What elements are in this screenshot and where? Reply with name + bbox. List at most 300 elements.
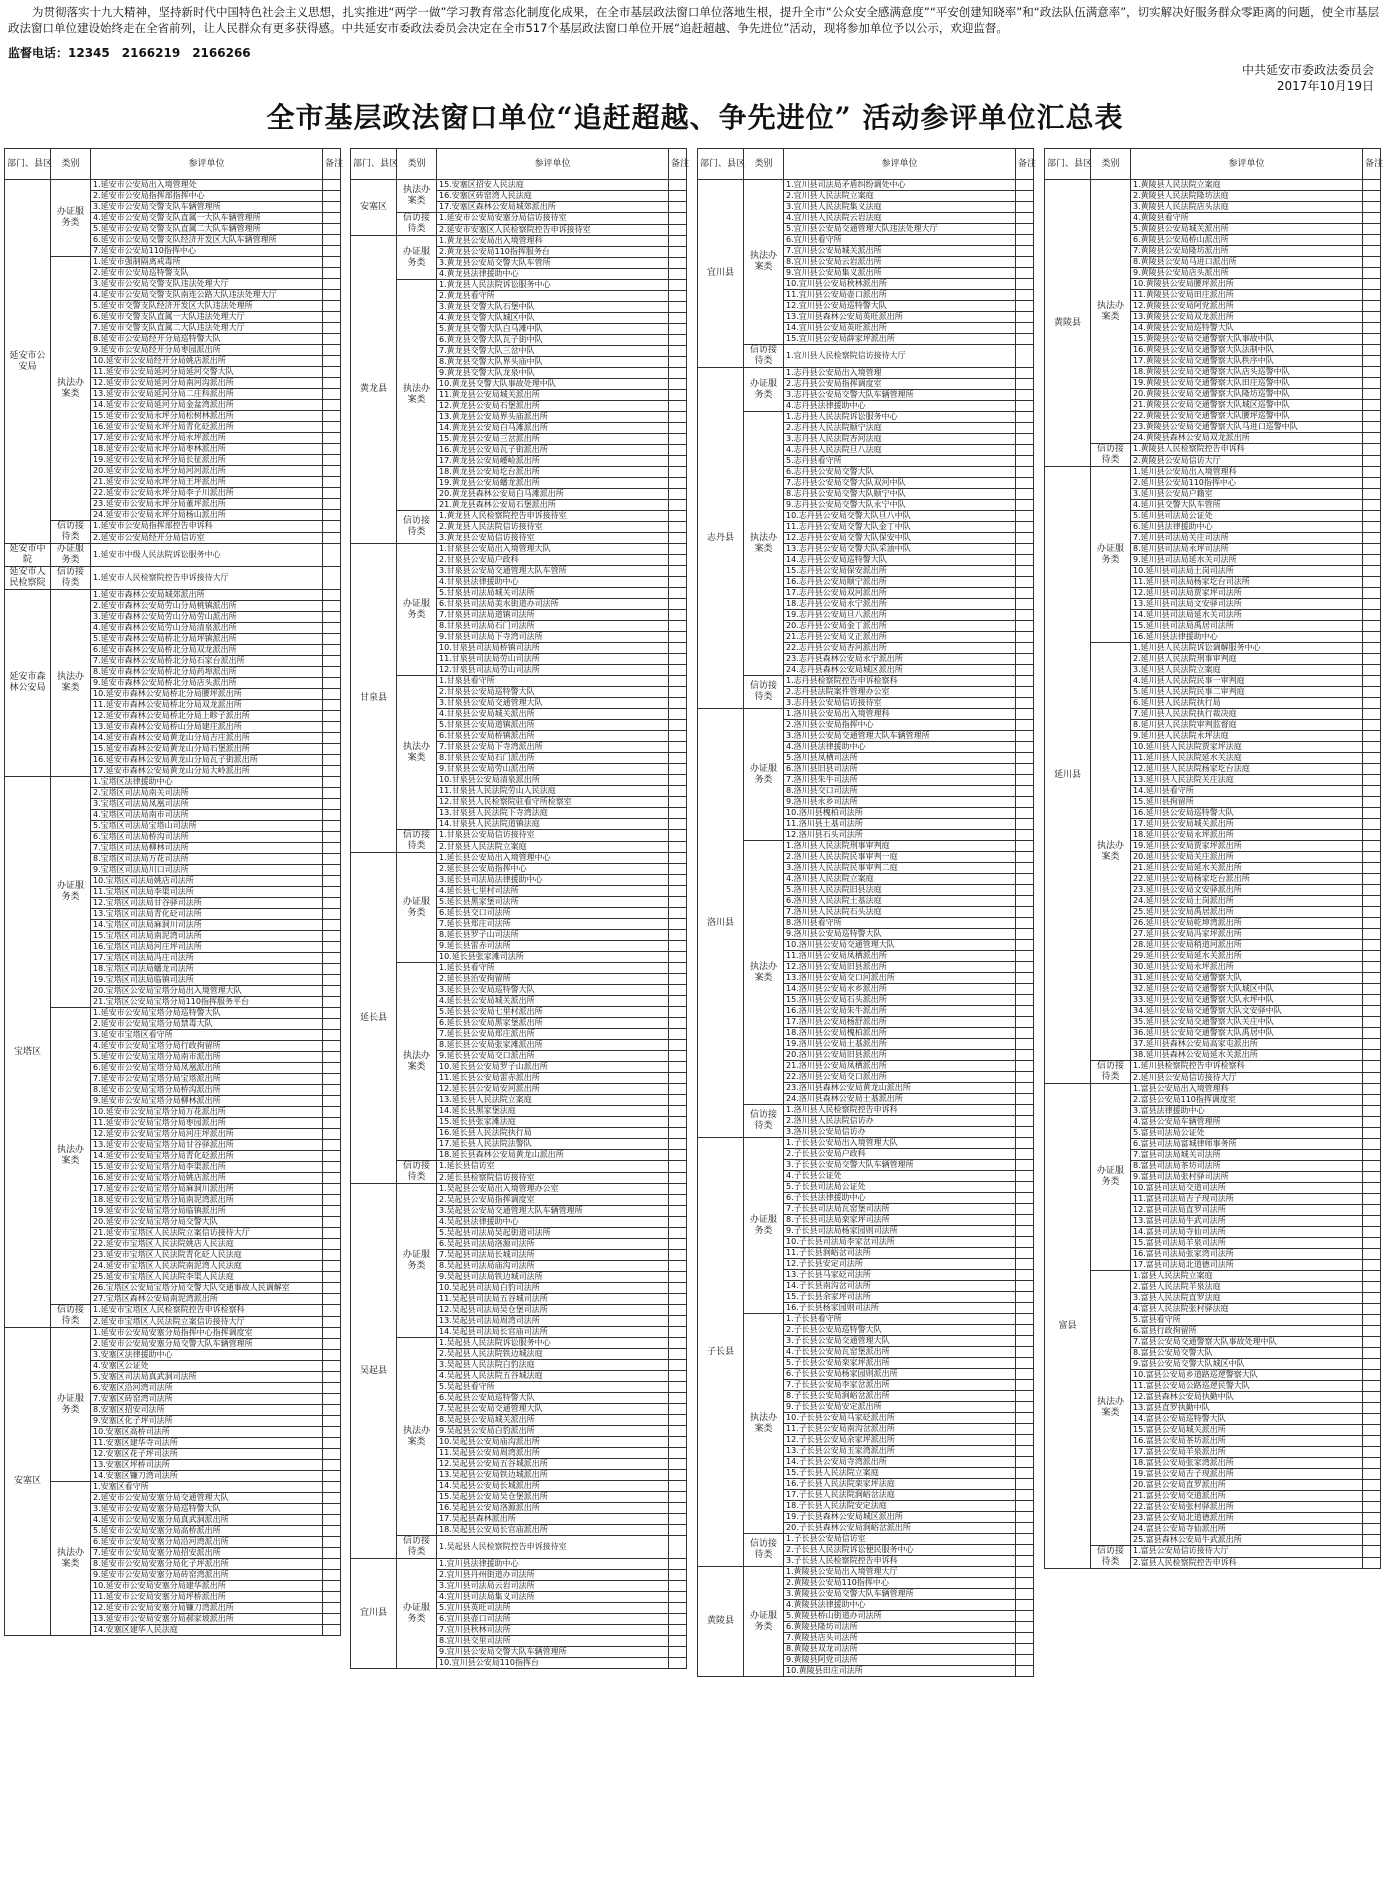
note-cell: [323, 634, 341, 645]
note-cell: [1363, 764, 1381, 775]
intro-paragraph: 为贯彻落实十九大精神，坚持新时代中国特色社会主义思想，扎实推进“两学一做”学习教育常态化制度化成果，在全市基层政法窗口单位落地生根，提升全市“公众安全感满意度”“平安创建知晓率”和“政法队伍满意率”，切实解决好服务群众零距离的问题，使全市基层政法窗口单位建设始终走在全省前列，让人民群众有更多获得感。中共延安市委政法委员会决定在全市517个基层政法窗口单位开展“追赶超越、争先进位”活动，现将参加单位予以公示，欢迎监督。: [8, 5, 1380, 35]
unit-cell: 20.延川县公安局关庄派出所: [1131, 852, 1363, 863]
note-cell: [323, 733, 341, 744]
unit-cell: 3.宜川县人民法院集义法庭: [784, 202, 1016, 213]
unit-cell: 13.延长县人民法院立案庭: [437, 1095, 669, 1106]
category-cell: 信访接待类: [51, 567, 91, 590]
unit-cell: 6.延长县公安局黑家堡派出所: [437, 1018, 669, 1029]
table-row: [351, 511, 687, 522]
dept-cell: 甘泉县: [351, 544, 397, 853]
note-cell: [323, 788, 341, 799]
note-cell: [1363, 1006, 1381, 1017]
note-cell: [323, 1438, 341, 1449]
header-dept: 部门、县区: [1045, 149, 1091, 180]
note-cell: [323, 1272, 341, 1283]
table-row: [5, 1008, 341, 1019]
note-cell: [1363, 577, 1381, 588]
unit-cell: 22.延安市公安局永坪分局李子川派出所: [91, 488, 323, 499]
note-cell: [1363, 951, 1381, 962]
unit-cell: 13.宜川县森林公安局英旺派出所: [784, 312, 1016, 323]
note-cell: [1363, 345, 1381, 356]
category-cell: 执法办案类: [397, 676, 437, 830]
note-cell: [1016, 951, 1034, 962]
note-cell: [1363, 1128, 1381, 1139]
note-cell: [669, 1228, 687, 1239]
unit-cell: 8.黄陵县公安局马进口派出所: [1131, 257, 1363, 268]
note-cell: [1363, 687, 1381, 698]
note-cell: [1016, 1270, 1034, 1281]
note-cell: [323, 1140, 341, 1151]
unit-cell: 4.延长县七里村司法所: [437, 886, 669, 897]
unit-cell: 16.延长县人民法院执行局: [437, 1128, 669, 1139]
unit-cell: 9.富县公安局交警大队城区中队: [1131, 1359, 1363, 1370]
unit-cell: 2.延长县公安局指挥中心: [437, 864, 669, 875]
unit-cell: 23.黄陵县公安局交通警察大队马进口巡警中队: [1131, 422, 1363, 433]
note-cell: [1016, 246, 1034, 257]
unit-cell: 10.黄龙县交警大队事故处理中队: [437, 379, 669, 390]
note-cell: [1363, 720, 1381, 731]
note-cell: [323, 1460, 341, 1471]
unit-cell: 16.延川县法律援助中心: [1131, 632, 1363, 643]
note-cell: [1363, 896, 1381, 907]
note-cell: [669, 1239, 687, 1250]
note-cell: [323, 909, 341, 920]
unit-cell: 9.延川县人民法院永坪法庭: [1131, 731, 1363, 742]
note-cell: [669, 401, 687, 412]
unit-cell: 18.延安市公安局宝塔分局南泥湾派出所: [91, 1195, 323, 1206]
unit-cell: 16.子长县杨家园则司法所: [784, 1303, 1016, 1314]
category-cell: 办证服务类: [51, 544, 91, 567]
unit-cell: 6.甘泉县司法局美水街道办司法所: [437, 599, 669, 610]
note-cell: [1363, 180, 1381, 191]
note-cell: [1363, 1260, 1381, 1271]
header-note: 备注: [669, 149, 687, 180]
unit-cell: 2.黄陵县公安局信访大厅: [1131, 455, 1363, 467]
unit-cell: 6.延安市交警支队直属一大队违法处理大厅: [91, 312, 323, 323]
unit-cell: 20.子长县森林公安局涧峪岔派出所: [784, 1523, 1016, 1534]
unit-cell: 2.黄陵县人民法院隆坊法庭: [1131, 191, 1363, 202]
note-cell: [669, 180, 687, 191]
note-cell: [323, 246, 341, 257]
note-cell: [323, 567, 341, 590]
note-cell: [1363, 1216, 1381, 1227]
category-cell: 信访接待类: [397, 1536, 437, 1559]
note-cell: [1363, 235, 1381, 246]
note-cell: [1016, 191, 1034, 202]
unit-cell: 7.志丹县公安局交警大队双河中队: [784, 478, 1016, 489]
unit-cell: 15.延川县拘留所: [1131, 797, 1363, 808]
note-cell: [1363, 1205, 1381, 1216]
note-cell: [323, 931, 341, 942]
note-cell: [1016, 1105, 1034, 1116]
unit-cell: 2.洛川县公安局指挥中心: [784, 720, 1016, 731]
note-cell: [1016, 698, 1034, 709]
note-cell: [323, 1570, 341, 1581]
note-cell: [1016, 334, 1034, 345]
unit-cell: 13.延川县人民法院关庄法庭: [1131, 775, 1363, 786]
unit-cell: 12.延川县人民法院杨家圪台法庭: [1131, 764, 1363, 775]
note-cell: [323, 1294, 341, 1305]
note-cell: [1016, 1248, 1034, 1259]
unit-cell: 9.延安市森林公安局桥北分局店头派出所: [91, 678, 323, 689]
unit-cell: 18.子长县人民法院安定法庭: [784, 1501, 1016, 1512]
unit-cell: 25.延川县公安局禹居派出所: [1131, 907, 1363, 918]
note-cell: [1016, 257, 1034, 268]
table-row: [1045, 1084, 1381, 1095]
note-cell: [1016, 885, 1034, 896]
table-row: [698, 180, 1034, 191]
note-cell: [669, 566, 687, 577]
note-cell: [323, 755, 341, 766]
table-row: [698, 1138, 1034, 1149]
note-cell: [669, 599, 687, 610]
note-cell: [323, 1361, 341, 1372]
note-cell: [1016, 588, 1034, 599]
note-cell: [669, 1525, 687, 1536]
unit-table-4: [1044, 148, 1384, 1569]
note-cell: [1016, 1545, 1034, 1556]
note-cell: [669, 621, 687, 632]
note-cell: [323, 290, 341, 301]
unit-cell: 9.甘泉县司法局下寺湾司法所: [437, 632, 669, 643]
unit-cell: 2.延安市公安局经开分局信访室: [91, 532, 323, 544]
note-cell: [669, 1415, 687, 1426]
unit-cell: 13.宝塔区司法局青化砭司法所: [91, 909, 323, 920]
note-cell: [1363, 433, 1381, 444]
unit-cell: 5.延川县司法局公证处: [1131, 511, 1363, 522]
note-cell: [323, 532, 341, 544]
unit-cell: 9.吴起县公安局白豹派出所: [437, 1426, 669, 1437]
category-cell: 办证服务类: [397, 1184, 437, 1338]
unit-cell: 9.甘泉县公安局劳山派出所: [437, 764, 669, 775]
unit-cell: 9.志丹县公安局交警大队永宁中队: [784, 500, 1016, 511]
unit-cell: 3.甘泉县公安局交通管理大队: [437, 698, 669, 709]
unit-cell: 4.延川县交警大队车管所: [1131, 500, 1363, 511]
note-cell: [1363, 962, 1381, 973]
note-cell: [1363, 511, 1381, 522]
note-cell: [669, 357, 687, 368]
note-cell: [323, 1328, 341, 1339]
unit-cell: 13.延川县司法局文安驿司法所: [1131, 599, 1363, 610]
note-cell: [669, 1371, 687, 1382]
unit-cell: 23.延安市公安局永坪分局董坪派出所: [91, 499, 323, 510]
note-cell: [323, 499, 341, 510]
note-cell: [1016, 1446, 1034, 1457]
note-cell: [669, 302, 687, 313]
note-cell: [1363, 389, 1381, 400]
note-cell: [1363, 1227, 1381, 1238]
unit-cell: 15.延安市公安局永坪分局松树林派出所: [91, 411, 323, 422]
note-cell: [1016, 1380, 1034, 1391]
unit-cell: 11.甘泉县人民法院劳山人民法庭: [437, 786, 669, 797]
note-cell: [669, 224, 687, 236]
unit-cell: 9.黄陵县公安局店头派出所: [1131, 268, 1363, 279]
unit-cell: 13.子长县公安局玉家湾派出所: [784, 1446, 1016, 1457]
category-cell: 执法办案类: [51, 1482, 91, 1636]
note-cell: [1363, 885, 1381, 896]
unit-cell: 2.吴起县人民法院铁边城法庭: [437, 1349, 669, 1360]
unit-cell: 2.延安市宝塔区人民法院立案信访接待大厅: [91, 1316, 323, 1328]
note-cell: [669, 1459, 687, 1470]
unit-cell: 10.延长县公安局罗子山派出所: [437, 1062, 669, 1073]
unit-cell: 11.延安市森林公安局桥北分局双龙派出所: [91, 700, 323, 711]
unit-cell: 17.延安市公安局宝塔分局麻洞川派出所: [91, 1184, 323, 1195]
unit-cell: 4.富县人民法院张村驿法庭: [1131, 1304, 1363, 1315]
note-cell: [1016, 1193, 1034, 1204]
unit-cell: 1.延安市中级人民法院诉讼服务中心: [91, 544, 323, 567]
note-cell: [323, 942, 341, 953]
note-cell: [669, 786, 687, 797]
table-row: [698, 709, 1034, 720]
unit-cell: 1.延安市强制隔离戒毒所: [91, 257, 323, 268]
note-cell: [1016, 841, 1034, 852]
note-cell: [1016, 224, 1034, 235]
unit-cell: 12.延安市森林公安局桥北分局上畛子派出所: [91, 711, 323, 722]
unit-cell: 1.甘泉县公安局信访接待室: [437, 830, 669, 842]
note-cell: [1016, 1061, 1034, 1072]
unit-cell: 1.宝塔区法律援助中心: [91, 777, 323, 788]
note-cell: [669, 1360, 687, 1371]
category-cell: 信访接待类: [397, 1161, 437, 1184]
note-cell: [1016, 621, 1034, 632]
unit-cell: 26.延川县公安局乾坤湾派出所: [1131, 918, 1363, 929]
note-cell: [1016, 1182, 1034, 1193]
unit-cell: 15.富县公安局城关派出所: [1131, 1425, 1363, 1436]
unit-cell: 3.子长县人民检察院控告申诉科: [784, 1556, 1016, 1567]
note-cell: [669, 313, 687, 324]
note-cell: [1016, 290, 1034, 301]
unit-cell: 19.延安市公安局宝塔分局临镇派出所: [91, 1206, 323, 1217]
note-cell: [323, 1592, 341, 1603]
note-cell: [323, 1559, 341, 1570]
note-cell: [323, 180, 341, 191]
unit-cell: 15.宝塔区司法局南泥湾司法所: [91, 931, 323, 942]
unit-cell: 8.延安市公安局经开分局巡特警大队: [91, 334, 323, 345]
note-cell: [323, 920, 341, 931]
unit-cell: 8.甘泉县公安局石门派出所: [437, 753, 669, 764]
note-cell: [669, 709, 687, 720]
note-cell: [1016, 852, 1034, 863]
unit-cell: 2.延长县治安拘留所: [437, 974, 669, 985]
category-cell: 执法办案类: [1091, 1271, 1131, 1546]
note-cell: [323, 477, 341, 488]
unit-cell: 10.吴起县公安局庙沟派出所: [437, 1437, 669, 1448]
note-cell: [1363, 1061, 1381, 1073]
note-cell: [669, 698, 687, 709]
unit-cell: 11.延川县司法局杨家圪台司法所: [1131, 577, 1363, 588]
note-cell: [1363, 665, 1381, 676]
table-header-row: [5, 149, 341, 180]
note-cell: [323, 279, 341, 290]
note-cell: [323, 744, 341, 755]
note-cell: [323, 444, 341, 455]
table-row: [351, 544, 687, 555]
unit-cell: 9.延安市公安局经开分局枣园派出所: [91, 345, 323, 356]
unit-cell: 1.志丹县检察院控告申诉检察科: [784, 676, 1016, 687]
note-cell: [323, 521, 341, 533]
note-cell: [669, 1592, 687, 1603]
note-cell: [1016, 1149, 1034, 1160]
unit-cell: 6.黄龙县交警大队瓦子街中队: [437, 335, 669, 346]
note-cell: [1016, 401, 1034, 412]
category-cell: 执法办案类: [1091, 180, 1131, 444]
unit-cell: 4.甘泉县法律援助中心: [437, 577, 669, 588]
unit-cell: 15.黄陵县公安局交通警察大队事故中队: [1131, 334, 1363, 345]
note-cell: [1363, 929, 1381, 940]
note-cell: [1363, 1359, 1381, 1370]
note-cell: [1016, 1215, 1034, 1226]
unit-table-1: [4, 148, 344, 1636]
unit-cell: 1.黄龙县公安局出入境管理科: [437, 236, 669, 247]
unit-cell: 2.志丹县法院案件管理办公室: [784, 687, 1016, 698]
note-cell: [669, 269, 687, 280]
unit-cell: 2.延川县公安局信访接待大厅: [1131, 1072, 1363, 1084]
note-cell: [1016, 1490, 1034, 1501]
note-cell: [1016, 202, 1034, 213]
unit-cell: 8.子长县公安局涧峪岔派出所: [784, 1391, 1016, 1402]
note-cell: [323, 1118, 341, 1129]
unit-cell: 15.子长县人民法院立案庭: [784, 1468, 1016, 1479]
unit-cell: 15.安塞区招安人民法庭: [437, 180, 669, 191]
category-cell: 办证服务类: [1091, 467, 1131, 643]
note-cell: [1016, 1336, 1034, 1347]
unit-cell: 23.延安市宝塔区人民法院青化砭人民法庭: [91, 1250, 323, 1261]
unit-cell: 18.宝塔区司法局蟠龙司法所: [91, 964, 323, 975]
note-cell: [669, 1470, 687, 1481]
note-cell: [1363, 1513, 1381, 1524]
unit-cell: 3.延安市公安局交警支队违法处理大厅: [91, 279, 323, 290]
note-cell: [323, 356, 341, 367]
unit-cell: 24.洛川县森林公安局土基派出所: [784, 1094, 1016, 1105]
unit-cell: 9.黄陵县阿党司法所: [784, 1655, 1016, 1666]
unit-cell: 24.黄陵县森林公安局双龙派出所: [1131, 433, 1363, 444]
unit-cell: 17.志丹县公安局双河派出所: [784, 588, 1016, 599]
note-cell: [669, 1150, 687, 1161]
category-cell: 信访接待类: [397, 511, 437, 544]
unit-cell: 14.延安市公安局延河分局金盆湾派出所: [91, 400, 323, 411]
unit-cell: 10.富县公安局乡道路巡逻警察大队: [1131, 1370, 1363, 1381]
unit-cell: 19.富县公安局吉子现派出所: [1131, 1469, 1363, 1480]
unit-cell: 11.子长县公安局南沟岔派出所: [784, 1424, 1016, 1435]
note-cell: [1016, 180, 1034, 191]
table-row: [698, 368, 1034, 379]
unit-cell: 2.黄龙县公安局110指挥服务台: [437, 247, 669, 258]
unit-cell: 10.洛川县槐柏司法所: [784, 808, 1016, 819]
note-cell: [1016, 1358, 1034, 1369]
unit-cell: 3.黄陵县公安局交警大队车辆管理所: [784, 1589, 1016, 1600]
note-cell: [323, 1493, 341, 1504]
unit-cell: 3.宝塔区司法局凤凰司法所: [91, 799, 323, 810]
note-cell: [1016, 995, 1034, 1006]
unit-cell: 1.洛川县人民检察院控告申诉科: [784, 1105, 1016, 1116]
note-cell: [1016, 1479, 1034, 1490]
unit-cell: 6.吴起县公安局巡特警大队: [437, 1393, 669, 1404]
unit-cell: 22.洛川县公安局交口派出所: [784, 1072, 1016, 1083]
unit-cell: 8.宜川县公安局云岩派出所: [784, 257, 1016, 268]
unit-cell: 16.宝塔区司法局河庄坪司法所: [91, 942, 323, 953]
unit-cell: 10.洛川县公安局交通管理大队: [784, 940, 1016, 951]
unit-cell: 1.宜川县法律援助中心: [437, 1559, 669, 1570]
note-cell: [1016, 1094, 1034, 1105]
table-row: [698, 1534, 1034, 1545]
header-unit: 参评单位: [1131, 149, 1363, 180]
unit-cell: 14.富县公安局巡特警大队: [1131, 1414, 1363, 1425]
dept-cell: 延安市人民检察院: [5, 567, 51, 590]
note-cell: [1363, 312, 1381, 323]
unit-cell: 18.延安市公安局永坪分局枣林派出所: [91, 444, 323, 455]
unit-cell: 11.宜川县公安局壶口派出所: [784, 290, 1016, 301]
unit-cell: 3.延长县司法局法律援助中心: [437, 875, 669, 886]
unit-cell: 6.延安市公安局交警支队经济开发区大队车辆管理所: [91, 235, 323, 246]
unit-cell: 27.宝塔区森林公安局南泥湾派出所: [91, 1294, 323, 1305]
unit-cell: 4.宜川县司法局集义司法所: [437, 1592, 669, 1603]
unit-cell: 13.黄龙县公安局界头庙派出所: [437, 412, 669, 423]
unit-cell: 10.安塞区高桥司法所: [91, 1427, 323, 1438]
note-cell: [323, 1107, 341, 1118]
note-cell: [669, 1448, 687, 1459]
dept-cell: 宝塔区: [5, 777, 51, 1328]
unit-cell: 17.富县司法局北道德司法所: [1131, 1260, 1363, 1271]
unit-cell: 13.黄陵县公安局双龙派出所: [1131, 312, 1363, 323]
unit-cell: 2.甘泉县人民法院立案庭: [437, 841, 669, 853]
unit-cell: 17.延安市森林公安局黄龙山分局大岭派出所: [91, 766, 323, 777]
note-cell: [1016, 1138, 1034, 1149]
dept-cell: 黄龙县: [351, 236, 397, 544]
dept-cell: 子长县: [698, 1138, 744, 1567]
category-cell: 信访接待类: [51, 1305, 91, 1328]
table-row: [1045, 444, 1381, 456]
note-cell: [1016, 522, 1034, 533]
unit-cell: 3.延川县人民法院立案庭: [1131, 665, 1363, 676]
unit-cell: 14.延安市森林公安局黄龙山分局吉庄派出所: [91, 733, 323, 744]
header-category: 类别: [1091, 149, 1131, 180]
unit-cell: 15.富县司法局羊泉司法所: [1131, 1238, 1363, 1249]
note-cell: [1363, 1028, 1381, 1039]
unit-cell: 20.延安市公安局永坪分局河河派出所: [91, 466, 323, 477]
table-row: [351, 1536, 687, 1559]
unit-cell: 12.宜川县公安局巡特警大队: [784, 301, 1016, 312]
unit-cell: 14.延川县司法局延水关司法所: [1131, 610, 1363, 621]
note-cell: [669, 1492, 687, 1503]
unit-cell: 8.富县司法局茶坊司法所: [1131, 1161, 1363, 1172]
note-cell: [669, 841, 687, 853]
note-cell: [1363, 1480, 1381, 1491]
note-cell: [323, 455, 341, 466]
category-cell: 办证服务类: [744, 1138, 784, 1314]
unit-cell: 17.子长县人民法院涧峪岔法庭: [784, 1490, 1016, 1501]
unit-cell: 7.富县司法局城关司法所: [1131, 1150, 1363, 1161]
unit-cell: 3.志丹县公安局信访接待室: [784, 698, 1016, 709]
unit-cell: 9.宜川县公安局集义派出所: [784, 268, 1016, 279]
unit-cell: 6.宝塔区司法局桥沟司法所: [91, 832, 323, 843]
note-cell: [669, 775, 687, 786]
note-cell: [323, 799, 341, 810]
unit-cell: 7.安塞区砖窑湾司法所: [91, 1394, 323, 1405]
unit-cell: 8.志丹县公安局交警大队顺宁中队: [784, 489, 1016, 500]
unit-cell: 34.延川县公安局交通警察大队文安驿中队: [1131, 1006, 1363, 1017]
note-cell: [1016, 907, 1034, 918]
note-cell: [1363, 489, 1381, 500]
note-cell: [669, 412, 687, 423]
note-cell: [1363, 786, 1381, 797]
table-row: [1045, 1061, 1381, 1073]
note-cell: [669, 632, 687, 643]
note-cell: [1016, 1072, 1034, 1083]
unit-cell: 7.子长县司法局瓦窑堡司法所: [784, 1204, 1016, 1215]
note-cell: [1363, 874, 1381, 885]
note-cell: [1363, 797, 1381, 808]
unit-cell: 7.延安市公安局110指挥中心: [91, 246, 323, 257]
